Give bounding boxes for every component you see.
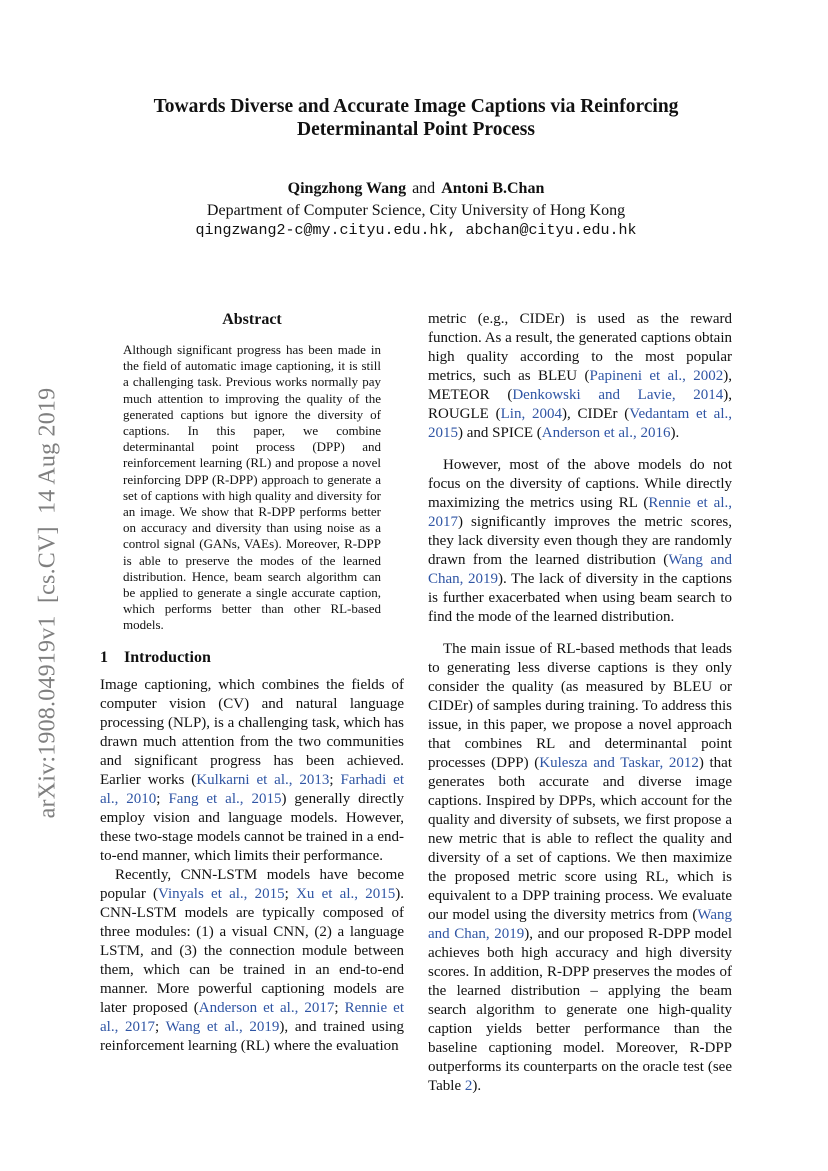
- paragraph-text: ;: [284, 885, 297, 902]
- paragraph-text: ) generally directly employ vision and language models. However, these two-stage models cannot be trained in a end-to-end manner, which limits their performance.: [100, 790, 404, 864]
- citation-link[interactable]: Kulesza and Taskar, 2012: [539, 755, 699, 771]
- paragraph-text: ), CIDEr (: [561, 406, 630, 422]
- paragraph-text: ). The lack of diversity in the captions is further exacerbated when using beam search to find the mode of the learned distribution.: [428, 571, 733, 625]
- citation-link[interactable]: Wang et al., 2019: [165, 1018, 280, 1035]
- paragraph-text: ;: [155, 1018, 166, 1035]
- paragraph-text: metric (e.g., CIDEr) is used as the reward function. As a result, the generated captions obtain high quality according to the most popular metrics, such as BLEU (: [428, 311, 732, 384]
- citation-link[interactable]: Fang et al., 2015: [168, 790, 282, 807]
- paragraph-text: ) and SPICE (: [458, 425, 542, 441]
- paragraph: [428, 640, 732, 1096]
- affiliation: Department of Computer Science, City University of Hong Kong: [206, 202, 626, 219]
- citation-link[interactable]: Denkowski and Lavie, 2014: [512, 387, 724, 403]
- paragraph-text: The main issue of RL-based methods that leads to generating less diverse captions is they only consider the quality (as measured by BLEU or CIDEr) of samples during training. To address this issue, in this paper, we propose a novel approach that combines RL and determinantal point processes (DPP) (: [428, 641, 732, 771]
- arxiv-stamp: arXiv:1908.04919v1 [cs.CV] 14 Aug 2019: [34, 387, 61, 819]
- citation-link[interactable]: Vedantam et al., 2015: [428, 406, 732, 441]
- abstract-text: Although significant progress has been made in the field of automatic image captioning, it is still a challenging task. Previous works normally pay much attention to improving the quality of the generated captions but ignore the diversity of captions. In this paper, we combine determinantal point process (DPP) and reinforcement learning (RL) and propose a novel reinforcing DPP (R-DPP) approach to generate a set of captions with high quality and diversity for an image. We show that R-DPP performs better on accuracy and diversity than using noise as a control signal (GANs, VAEs). Moreover, R-DPP is able to preserve the modes of the learned distribution. Hence, beam search algorithm can be applied to generate a single accurate caption, which performs better than other RL-based models.: [123, 342, 381, 633]
- citation-link[interactable]: Wang and Chan, 2019: [428, 552, 732, 587]
- paragraph-text: Recently, CNN-LSTM models have become popular (: [100, 866, 404, 902]
- paragraph-text: ), METEOR (: [428, 368, 732, 403]
- citation-link[interactable]: Kulkarni et al., 2013: [196, 771, 330, 788]
- paragraph-text: ). CNN-LSTM models are typically composed of three modules: (1) a visual CNN, (2) a language LSTM, and (3) the connection module between them, which can be trained in an end-to-end manner. More powerful captioning models are later proposed (: [100, 885, 404, 1016]
- paragraph-text: ), and trained using reinforcement learning (RL) where the evaluation: [100, 1018, 404, 1054]
- author-separator: and: [412, 180, 436, 197]
- citation-link[interactable]: Rennie et al., 2017: [100, 999, 404, 1035]
- paragraph-text: ), ROUGLE (: [428, 387, 732, 422]
- citation-link[interactable]: Xu et al., 2015: [296, 885, 396, 902]
- section-number: 1: [100, 648, 108, 666]
- section-heading: [100, 648, 404, 668]
- abstract-heading: Abstract: [222, 311, 282, 328]
- left-column: [100, 310, 404, 1056]
- paragraph-text: Image captioning, which combines the fields of computer vision (CV) and natural language processing (NLP), is a challenging task, which has drawn much attention from the two communities and significant progress has been achieved. Earlier works (: [100, 676, 404, 788]
- paragraph: [428, 456, 732, 627]
- right-column: [428, 310, 732, 1096]
- title-line-1: Towards Diverse and Accurate Image Captions via Reinforcing: [153, 96, 679, 117]
- section-title: Introduction: [124, 648, 211, 666]
- paragraph-text: ).: [472, 1078, 482, 1094]
- author-list: [100, 178, 732, 199]
- citation-link[interactable]: Anderson et al., 2016: [541, 425, 671, 441]
- paragraph-text: However, most of the above models do not focus on the diversity of captions. While directly maximizing the metrics using RL (: [428, 457, 732, 511]
- paragraph-text: ;: [156, 790, 169, 807]
- title-line-2: Determinantal Point Process: [297, 119, 535, 140]
- paper-title: [100, 95, 732, 141]
- citation-link[interactable]: 2: [464, 1078, 473, 1094]
- paragraph: [428, 310, 732, 443]
- paragraph-text: ;: [334, 999, 345, 1016]
- citation-link[interactable]: Papineni et al., 2002: [589, 368, 724, 384]
- paragraph: [100, 676, 404, 866]
- paragraph: [100, 866, 404, 1056]
- citation-link[interactable]: Lin, 2004: [500, 406, 562, 422]
- citation-link[interactable]: Farhadi et al., 2010: [100, 771, 404, 807]
- paragraph-text: ).: [670, 425, 680, 441]
- author-name: Qingzhong Wang: [287, 180, 407, 197]
- paragraph-text: ) significantly improves the metric scores, they lack diversity even though they are randomly drawn from the learned distribution (: [428, 514, 732, 568]
- citation-link[interactable]: Anderson et al., 2017: [198, 999, 335, 1016]
- paragraph-text: ;: [329, 771, 341, 788]
- author-emails: qingzwang2-c@my.cityu.edu.hk, abchan@cityu.edu.hk: [195, 222, 637, 239]
- citation-link[interactable]: Wang and Chan, 2019: [428, 907, 732, 942]
- paragraph-text: ), and our proposed R-DPP model achieves both high accuracy and high diversity scores. In addition, R-DPP preserves the modes of the learned distribution – applying the beam search algorithm to generate one high-quality caption yields better performance than the baseline captioning model. Moreover, R-DPP outperforms its counterparts on the oracle test (see Table: [428, 926, 733, 1094]
- citation-link[interactable]: Rennie et al., 2017: [428, 495, 732, 530]
- paragraph-text: ) that generates both accurate and diverse image captions. Inspired by DPPs, which account for the quality and diversity of subsets, we first propose a new metric that is able to reflect the quality and diversity of a set of captions. We then maximize the proposed metric score using RL, which is equivalent to a DPP training process. We evaluate our model using the diversity metrics from (: [428, 755, 732, 923]
- citation-link[interactable]: Vinyals et al., 2015: [158, 885, 285, 902]
- author-name: Antoni B.Chan: [441, 180, 545, 197]
